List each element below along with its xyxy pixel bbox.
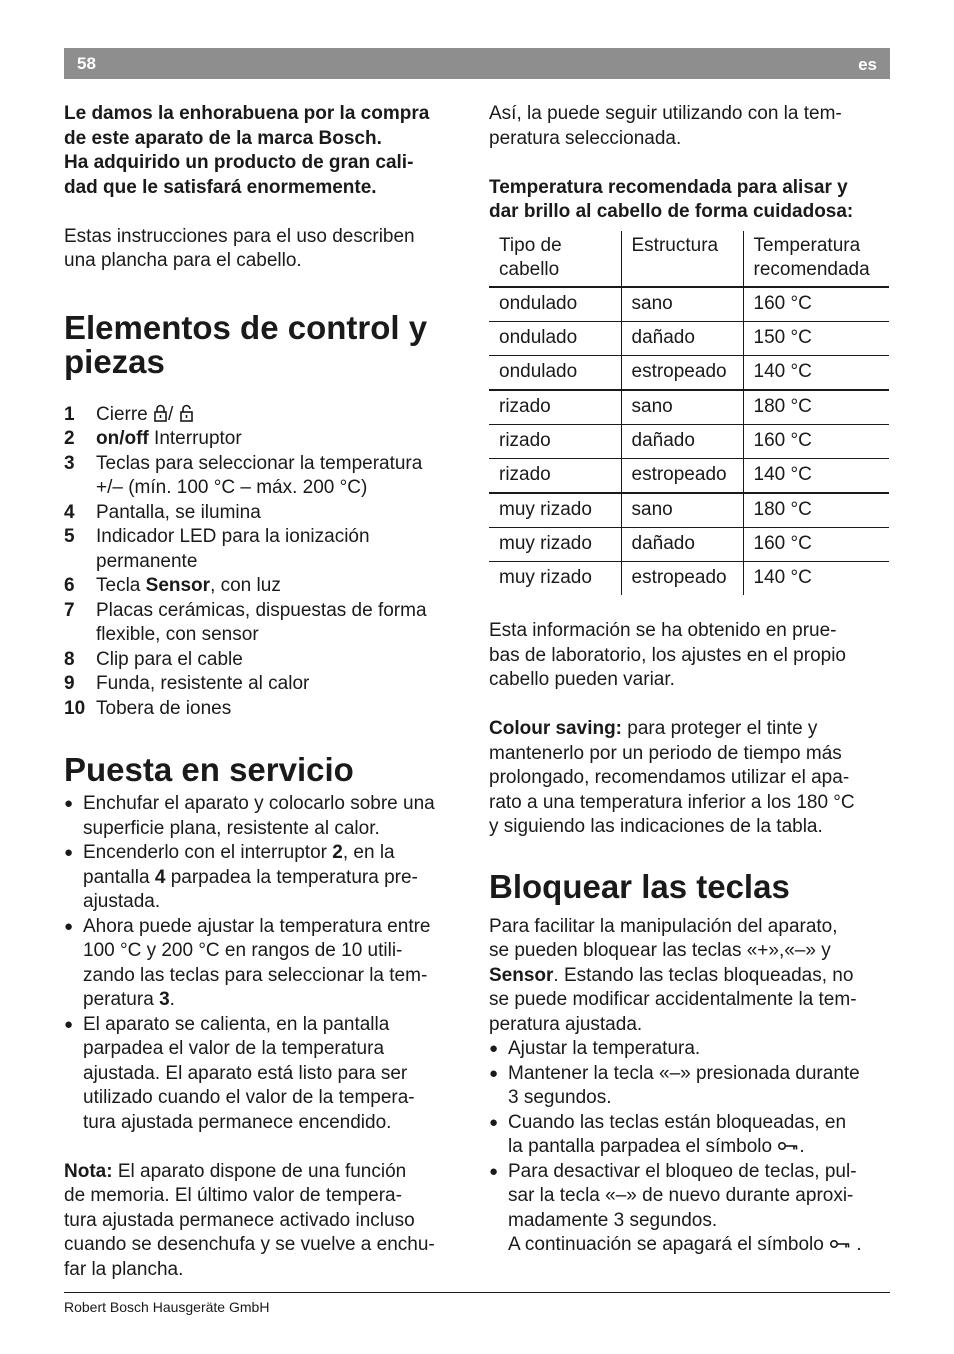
- colour-saving-label: Colour saving:: [489, 718, 623, 739]
- list-item: 1 Cierre /: [64, 403, 464, 428]
- puesta-heading: Puesta en servicio: [64, 751, 354, 788]
- key-icon: [830, 1239, 850, 1249]
- intro-bold: Le damos la enhorabuena por la compra de este aparato de la marca Bosch. Ha adquirido un producto de gran cali- dad que le satisfará enormemente.: [64, 103, 430, 198]
- table-row: muy rizado dañado 160 °C: [489, 527, 889, 561]
- bullet-icon: ●: [489, 1040, 499, 1057]
- list-item: 3 Teclas para seleccionar la temperatura +/– (mín. 100 °C – máx. 200 °C): [64, 452, 423, 498]
- list-item: 4 Pantalla, se ilumina: [64, 501, 261, 523]
- table-row: rizado sano 180 °C: [489, 390, 889, 425]
- nota-paragraph: Nota: El aparato dispone de una función de memoria. El último valor de tempera- tura ajustada permanece activado incluso cuando se desenchufa y se vuelve a enchu- far la plancha.: [64, 1160, 435, 1280]
- bullet-icon: ●: [64, 795, 74, 812]
- bullet-icon: ●: [64, 1015, 74, 1033]
- footer-company: Robert Bosch Hausgeräte GmbH: [64, 1299, 270, 1315]
- controls-heading: Elementos de control y piezas: [64, 308, 428, 380]
- table-row: rizado estropeado 140 °C: [489, 458, 889, 493]
- bloquear-list: [489, 1037, 891, 1258]
- column-header: Estructura: [621, 231, 743, 287]
- bullet-icon: ●: [64, 844, 74, 861]
- table-header-row: [489, 231, 889, 287]
- list-item: 6 Tecla Sensor, con luz: [64, 575, 281, 596]
- list-item: ● Enchufar el aparato y colocarlo sobre una superficie plana, resistente al calor.: [64, 792, 464, 841]
- list-item: ● Ajustar la temperatura.: [489, 1037, 891, 1062]
- footer-divider: [64, 1292, 890, 1293]
- column-header: Temperatura recomendada: [743, 231, 889, 287]
- bloquear-paragraph: Para facilitar la manipulación del aparato, se pueden bloquear las teclas «+»,«–» y Sensor. Estando las teclas bloqueadas, no se puede modificar accidentalmente la tem- peratura ajustada.: [489, 915, 857, 1035]
- table-row: ondulado sano 160 °C: [489, 287, 889, 322]
- table-row: ondulado estropeado 140 °C: [489, 355, 889, 390]
- bullet-icon: ●: [489, 1113, 499, 1131]
- info-paragraph: Esta información se ha obtenido en prue- bas de laboratorio, los ajustes en el propio cabello pueden variar.: [489, 620, 847, 690]
- continued-text: Así, la puede seguir utilizando con la tem- peratura seleccionada.: [489, 103, 842, 149]
- right-column: [489, 102, 891, 1258]
- bullet-icon: ●: [64, 917, 74, 935]
- temperature-table: [489, 231, 889, 595]
- list-item: 8 Clip para el cable: [64, 648, 243, 670]
- bullet-icon: ●: [489, 1064, 499, 1082]
- page-number: 58: [77, 54, 96, 73]
- nota-label: Nota:: [64, 1160, 113, 1182]
- list-item: ● Ahora puede ajustar la temperatura entre 100 °C y 200 °C en rangos de 10 utili- zando las teclas para seleccionar la tem- peratura 3.: [64, 915, 464, 1013]
- bloquear-heading: Bloquear las teclas: [489, 867, 790, 905]
- list-item: ● Cuando las teclas están bloqueadas, en la pantalla parpadea el símbolo .: [489, 1111, 891, 1160]
- column-header: Tipo de cabello: [499, 234, 562, 280]
- list-item: ● Para desactivar el bloqueo de teclas, pul- sar la tecla «–» de nuevo durante aproxi- madamente 3 segundos. A continuación se apagará el símbolo .: [489, 1160, 891, 1258]
- list-item: 7 Placas cerámicas, dispuestas de forma flexible, con sensor: [64, 599, 427, 645]
- list-item: ● El aparato se calienta, en la pantalla parpadea el valor de la temperatura ajustada. El aparato está listo para ser utilizado cuando el valor de la tempera- tura ajustada permanece encendido.: [64, 1013, 464, 1136]
- table-row: muy rizado sano 180 °C: [489, 493, 889, 528]
- list-item: ● Encenderlo con el interruptor 2, en la pantalla 4 parpadea la temperatura pre- ajustada.: [64, 841, 464, 915]
- puesta-list: [64, 792, 464, 1135]
- list-item: ● Mantener la tecla «–» presionada durante 3 segundos.: [489, 1062, 891, 1111]
- left-column: [64, 102, 464, 1282]
- list-item: 9 Funda, resistente al calor: [64, 673, 310, 694]
- intro-text: Estas instrucciones para el uso describen una plancha para el cabello.: [64, 225, 415, 271]
- lock-open-icon: [180, 404, 193, 422]
- table-row: ondulado dañado 150 °C: [489, 321, 889, 355]
- list-item: 5 Indicador LED para la ionización permanente: [64, 526, 370, 572]
- table-row: muy rizado estropeado 140 °C: [489, 561, 889, 595]
- lock-closed-icon: [154, 404, 167, 422]
- list-item: 2 on/off Interruptor: [64, 428, 242, 449]
- colour-saving-paragraph: Colour saving: para proteger el tinte y mantenerlo por un periodo de tiempo más prolongado, recomendamos utilizar el apa- rato a una temperatura inferior a los 180 °C y siguiendo las indicaciones de la tabla.: [489, 718, 855, 837]
- language-code: es: [858, 55, 877, 74]
- page-header-bar: [64, 48, 890, 79]
- table-title: Temperatura recomendada para alisar y dar brillo al cabello de forma cuidadosa:: [489, 176, 854, 222]
- list-item: 10 Tobera de iones: [64, 697, 232, 719]
- bullet-icon: ●: [489, 1162, 499, 1180]
- table-row: rizado dañado 160 °C: [489, 424, 889, 458]
- key-icon: [778, 1141, 798, 1151]
- controls-list: [64, 403, 464, 722]
